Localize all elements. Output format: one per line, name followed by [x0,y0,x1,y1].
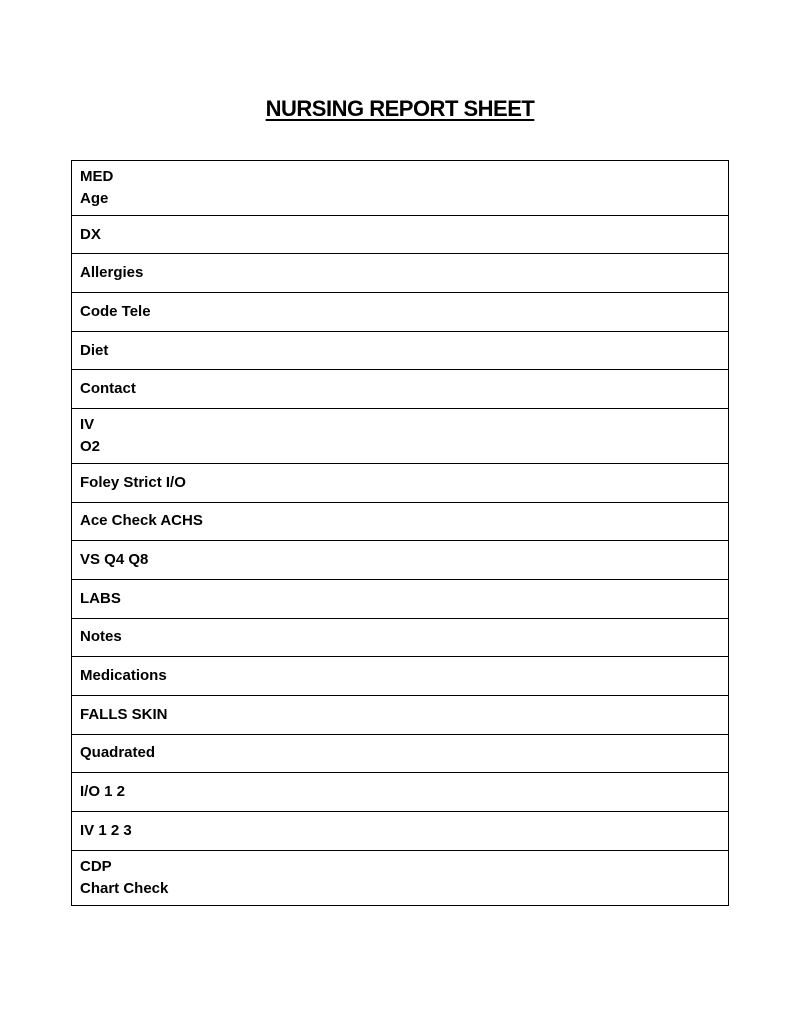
page-title: NURSING REPORT SHEET [265,96,535,121]
report-row-iv-o2 [72,409,728,464]
report-row-notes [72,619,728,658]
row-label: Medications [80,667,167,685]
report-row-contact [72,370,728,409]
report-row-code-tele [72,293,728,332]
report-row-allergies [72,254,728,293]
report-row-diet [72,332,728,371]
row-label: LABS [80,589,121,607]
report-row-iv-123 [72,812,728,851]
report-table [71,160,729,906]
report-row-dx [72,216,728,255]
row-label: IV 1 2 3 [80,821,132,839]
row-label: I/O 1 2 [80,783,126,801]
row-label: MED [80,167,114,185]
report-row-io [72,773,728,812]
row-label: Quadrated [80,744,156,762]
report-row-vs [72,541,728,580]
row-label: Ace Check ACHS [80,512,203,530]
row-label: Age [80,189,109,207]
row-label: VS Q4 Q8 [80,551,149,569]
row-label: DX [80,225,101,243]
row-label: Chart Check [80,880,169,898]
report-row-medications [72,657,728,696]
report-row-labs [72,580,728,619]
row-label: O2 [80,437,101,455]
row-label: FALLS SKIN [80,705,168,723]
row-label: Notes [80,628,122,646]
report-row-falls-skin [72,696,728,735]
row-label: Contact [80,380,136,398]
report-row-quadrated [72,735,728,774]
report-row-foley [72,464,728,503]
row-label: CDP [80,858,112,876]
report-row-med-age [72,161,728,216]
row-label: Diet [80,341,109,359]
row-label: IV [80,415,95,433]
row-label: Allergies [80,264,144,282]
report-row-ace-check [72,503,728,542]
row-label: Code Tele [80,302,151,320]
row-label: Foley Strict I/O [80,473,186,491]
report-row-cdp-chart-check [72,851,728,906]
